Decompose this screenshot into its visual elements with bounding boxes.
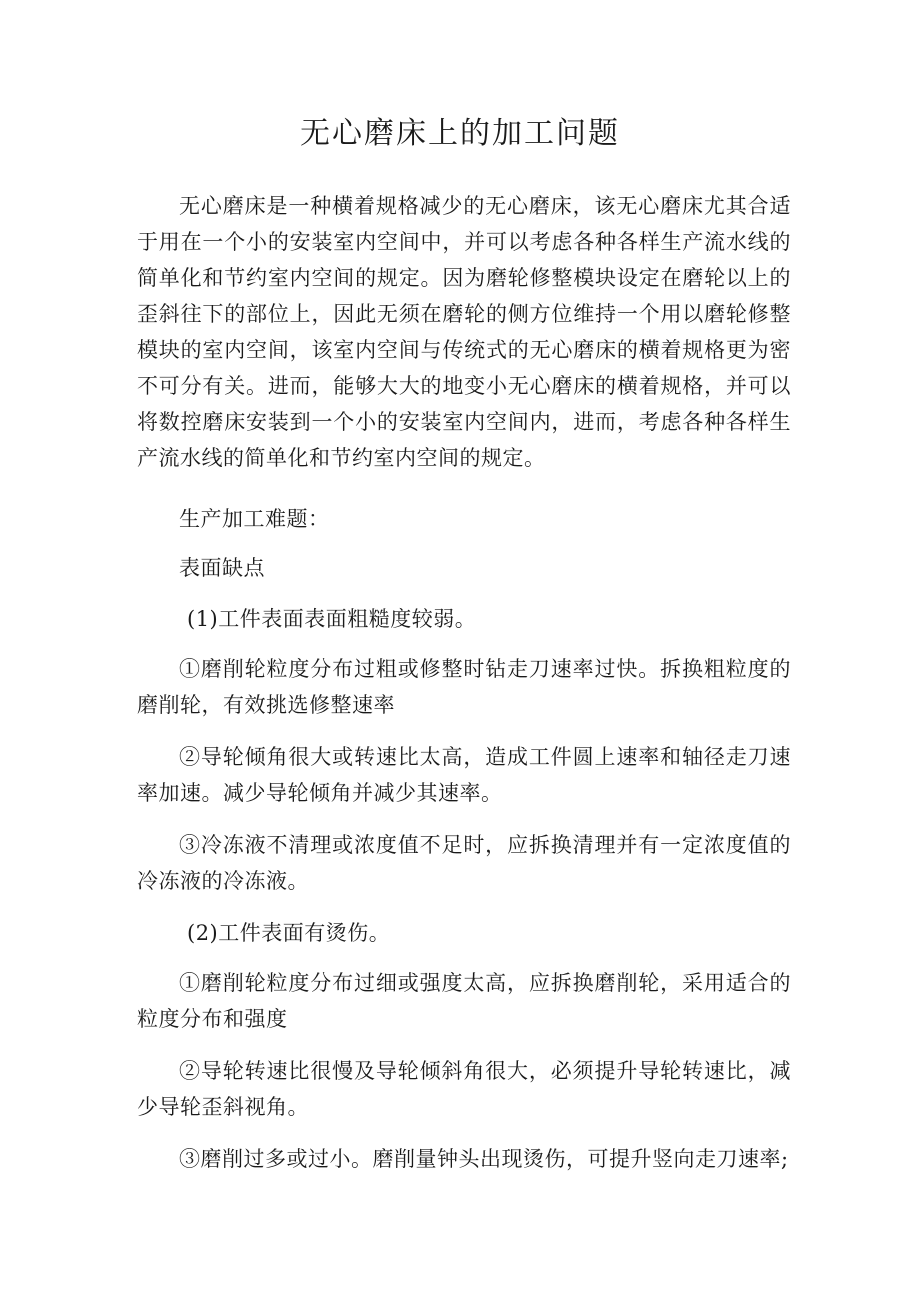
section-heading: 生产加工难题：	[179, 507, 330, 531]
problem-2-item-1: ①磨削轮粒度分布过细或强度太高，应拆换磨削轮，采用适合的粒度分布和强度	[137, 971, 791, 1031]
intro-paragraph: 无心磨床是一种横着规格减少的无心磨床，该无心磨床尤其合适于用在一个小的安装室内空间中，并可以考虑各种各样生产流水线的简单化和节约室内空间的规定。因为磨轮修整模块设定在磨轮以上的歪斜往下的部位上，因此无须在磨轮的侧方位维持一个用以磨轮修整模块的室内空间，该室内空间与传统式的无心磨床的横着规格更为密不可分有关。进而，能够大大的地变小无心磨床的横着规格，并可以将数控磨床安装到一个小的安装室内空间内，进而，考虑各种各样生产流水线的简单化和节约室内空间的规定。	[137, 194, 791, 470]
problem-1-item-2: ②导轮倾角很大或转速比太高，造成工件圆上速率和轴径走刀速率加速。减少导轮倾角并减少其速率。	[137, 745, 791, 805]
problem-2-item-2: ②导轮转速比很慢及导轮倾斜角很大，必须提升导轮转速比，减少导轮歪斜视角。	[137, 1059, 791, 1119]
subsection-heading: 表面缺点	[179, 556, 265, 580]
problem-1-heading: (1)工件表面表面粗糙度较弱。	[187, 607, 477, 631]
problem-2-item-3: ③磨削过多或过小。磨削量钟头出现烫伤，可提升竖向走刀速率;	[179, 1147, 789, 1171]
problem-1-item-1: ①磨削轮粒度分布过粗或修整时钻走刀速率过快。拆换粗粒度的磨削轮，有效挑选修整速率	[137, 657, 791, 717]
document-title: 无心磨床上的加工问题	[300, 116, 620, 151]
problem-2-heading: (2)工件表面有烫伤。	[187, 921, 391, 945]
problem-1-item-3: ③冷冻液不清理或浓度值不足时，应拆换清理并有一定浓度值的冷冻液的冷冻液。	[137, 833, 791, 893]
